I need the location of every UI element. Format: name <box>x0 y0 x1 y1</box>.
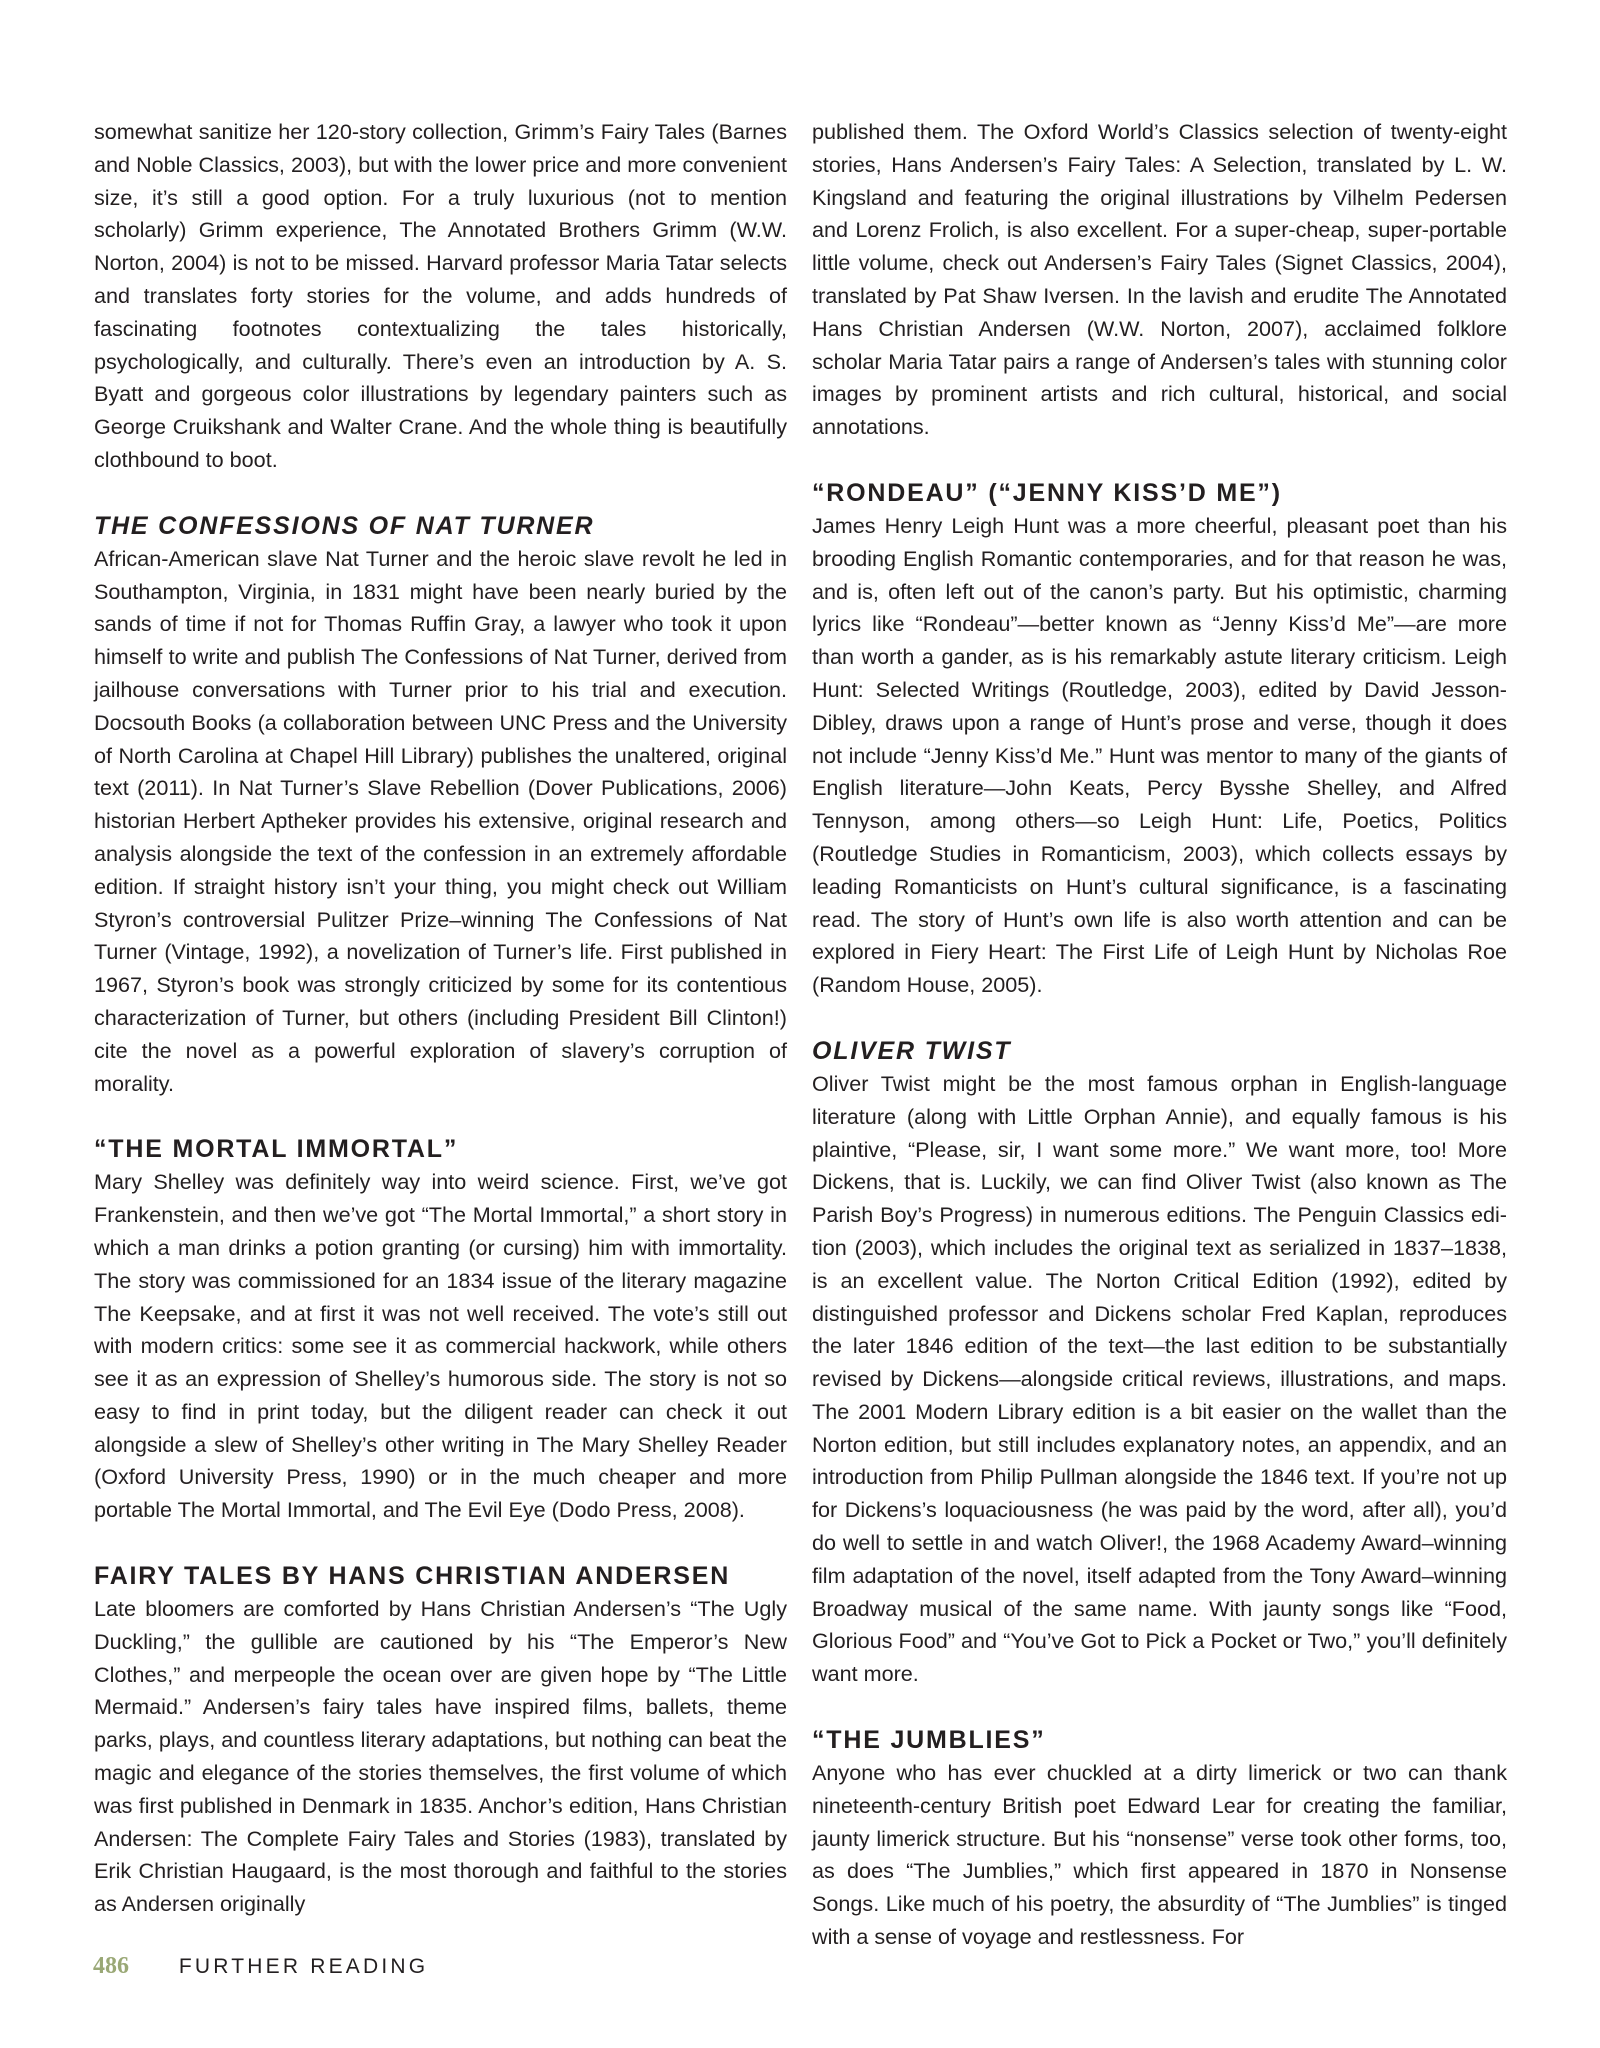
left-column <box>94 116 787 1921</box>
heading-nat-turner: THE CONFESSIONS OF NAT TURNER <box>94 511 595 540</box>
section-title: FURTHER READING <box>178 1955 429 1978</box>
paragraph-andersen: Late bloomers are comforted by Hans Christian Andersen’s “The Ugly Duckling,” the gullible are cautioned by his “The Emperor’s New Clothes,” and merpeople the ocean over are given hope by “The Little Mermaid.” Andersen’s fairy tales have inspired films, ballets, theme parks, plays, and countless literary adaptations, but nothing can beat the magic and elegance of the stories themselves, the first volume of which was first published in Denmark in 1835. Anchor’s edition, Hans Christian Andersen: The Complete Fairy Tales and Stories (1983), translated by Erik Christian Haugaard, is the most thorough and faithful to the stories as Andersen originally <box>94 1596 787 1917</box>
paragraph-jumblies: Anyone who has ever chuckled at a dirty limerick or two can thank nineteenth-century British poet Edward Lear for creating the familiar, jaunty limerick structure. But his “nonsense” verse took other forms, too, as does “The Jumblies,” which first appeared in 1870 in Nonsense Songs. Like much of his poetry, the absurdity of “The Jumblies” is tinged with a sense of voyage and restlessness. For <box>812 1760 1507 1950</box>
paragraph-andersen-continued: published them. The Oxford World’s Classics selection of twenty-eight stories, Hans Andersen’s Fairy Tales: A Selection, translated by L. W. Kingsland and featuring the original illustrations by Vilhelm Pedersen and Lorenz Frolich, is also excellent. For a super-cheap, super-portable little volume, check out Andersen’s Fairy Tales (Signet Classics, 2004), translated by Pat Shaw Iversen. In the lavish and erudite The Annotated Hans Christian Andersen (W.W. Norton, 2007), acclaimed folklore scholar Maria Tatar pairs a range of Andersen’s tales with stunning color images by prominent artists and rich cultural, historical, and social annotations. <box>812 119 1507 440</box>
page-number: 486 <box>93 1953 129 1979</box>
right-column <box>812 116 1507 1954</box>
paragraph-grimm: somewhat sanitize her 120-story collection, Grimm’s Fairy Tales (Barnes and Noble Classics, 2003), but with the lower price and more convenient size, it’s still a good option. For a truly luxurious (not to mention scholarly) Grimm experience, The Annotated Brothers Grimm (W.W. Norton, 2004) is not to be missed. Harvard professor Maria Tatar selects and translates forty stories for the volume, and adds hundreds of fascinating footnotes contextualizing the tales historically, psychologically, and culturally. There’s even an introduction by A. S. Byatt and gorgeous color illustrations by legendary painters such as George Cruikshank and Walter Crane. And the whole thing is beautifully clothbound to boot. <box>94 119 787 472</box>
heading-rondeau: “RONDEAU” (“JENNY KISS’D ME”) <box>812 478 1282 507</box>
heading-mortal-immortal: “THE MORTAL IMMORTAL” <box>94 1135 459 1164</box>
heading-oliver-twist: OLIVER TWIST <box>812 1036 1012 1065</box>
page-footer <box>93 1951 428 1982</box>
paragraph-mortal-immortal: Mary Shelley was definitely way into weird science. First, we’ve got Frankenstein, and then we’ve got “The Mortal Immortal,” a short story in which a man drinks a potion granting (or cursing) him with immortality. The story was commissioned for an 1834 issue of the literary magazine The Keepsake, and at first it was not well received. The vote’s still out with modern critics: some see it as commercial hackwork, while others see it as an expression of Shelley’s humorous side. The story is not so easy to find in print today, but the diligent reader can check it out alongside a slew of Shelley’s other writing in The Mary Shelley Reader (Oxford University Press, 1990) or in the much cheaper and more portable The Mortal Immortal, and The Evil Eye (Dodo Press, 2008). <box>94 1169 787 1523</box>
paragraph-rondeau: James Henry Leigh Hunt was a more cheerful, pleasant poet than his brooding English Romantic contemporaries, and for that reason he was, and is, often left out of the canon’s party. But his optimistic, charming lyrics like “Rondeau”—better known as “Jenny Kiss’d Me”—are more than worth a gander, as is his remarkably astute literary criticism. Leigh Hunt: Selected Writings (Routledge, 2003), edited by David Jesson-Dibley, draws upon a range of Hunt’s prose and verse, though it does not include “Jenny Kiss’d Me.” Hunt was mentor to many of the giants of English literature—John Keats, Percy Bysshe Shelley, and Alfred Tennyson, among others—so Leigh Hunt: Life, Poetics, Politics (Routledge Studies in Romanticism, 2003), which collects essays by leading Romanticists on Hunt’s cultural significance, is a fascinating read. The story of Hunt’s own life is also worth attention and can be explored in Fiery Heart: The First Life of Leigh Hunt by Nicholas Roe (Random House, 2005). <box>812 512 1507 998</box>
paragraph-oliver-twist: Oliver Twist might be the most famous orphan in English-language literature (along with Little Orphan Annie), and equally famous is his plaintive, “Please, sir, I want some more.” We want more, too! More Dickens, that is. Luckily, we can find Oliver Twist (also known as The Parish Boy’s Progress) in numerous editions. The Penguin Classics edition (2003), which includes the original text as serialized in 1837–1838, is an excellent value. The Norton Critical Edition (1992), edited by distinguished professor and Dickens scholar Fred Kaplan, reproduces the later 1846 edition of the text—the last edition to be substantially revised by Dickens—alongside critical reviews, illustrations, and maps. The 2001 Modern Library edition is a bit easier on the wallet than the Norton edition, but still includes explanatory notes, an appendix, and an introduction from Philip Pullman alongside the 1846 text. If you’re not up for Dickens’s loquaciousness (he was paid by the word, after all), you’d do well to settle in and watch Oliver!, the 1968 Academy Award–winning film adaptation of the novel, itself adapted from the Tony Award–winning Broadway musical of the same name. With jaunty songs like “Food, Glorious Food” and “You’ve Got to Pick a Pocket or Two,” you’ll definitely want more. <box>812 1070 1507 1687</box>
paragraph-nat-turner: African-American slave Nat Turner and the heroic slave revolt he led in Southampton, Virginia, in 1831 might have been nearly buried by the sands of time if not for Thomas Ruffin Gray, a lawyer who took it upon himself to write and publish The Confessions of Nat Turner, derived from jailhouse conversations with Turner prior to his trial and execution. Docsouth Books (a collaboration between UNC Press and the University of North Carolina at Chapel Hill Library) publishes the unaltered, original text (2011). In Nat Turner’s Slave Rebellion (Dover Publications, 2006) historian Herbert Aptheker provides his extensive, original research and analysis alongside the text of the confession in an extremely affordable edition. If straight history isn’t your thing, you might check out William Styron’s controversial Pulitzer Prize–winning The Confessions of Nat Turner (Vintage, 1992), a novelization of Turner’s life. First published in 1967, Styron’s book was strongly criticized by some for its contentious characterization of Turner, but others (including President Bill Clinton!) cite the novel as a powerful exploration of slavery’s corruption of morality. <box>94 545 787 1096</box>
heading-andersen: FAIRY TALES BY HANS CHRISTIAN ANDERSEN <box>94 1562 731 1591</box>
heading-jumblies: “THE JUMBLIES” <box>812 1726 1046 1755</box>
